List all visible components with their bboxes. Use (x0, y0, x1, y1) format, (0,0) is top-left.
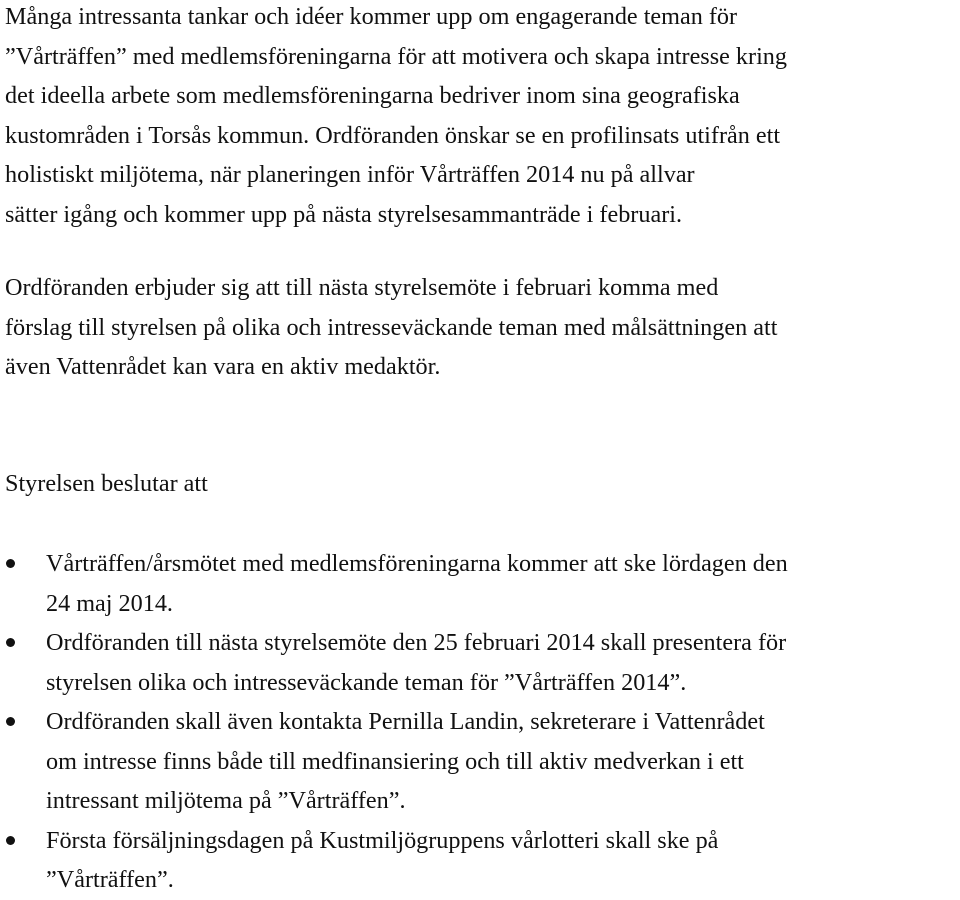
decision-list (0, 544, 788, 900)
paragraph-line: sätter igång och kommer upp på nästa styrelsesammanträde i februari. (5, 200, 683, 228)
list-item-line: Ordföranden skall även kontakta Pernilla Landin, sekreterare i Vattenrådet (46, 708, 765, 735)
paragraph-line: ”Vårträffen” med medlemsföreningarna för att motivera och skapa intresse kring (5, 42, 787, 70)
paragraph-intro (5, 0, 787, 234)
paragraph-line: det ideella arbete som medlemsföreningarna bedriver inom sina geografiska (5, 82, 740, 109)
list-item-line: Ordföranden till nästa styrelsemöte den 25 februari 2014 skall presentera för (46, 629, 787, 656)
decision-heading: Styrelsen beslutar att (5, 470, 208, 497)
paragraph-line: Ordföranden erbjuder sig att till nästa styrelsemöte i februari komma med (5, 274, 719, 301)
bullet-icon (6, 638, 15, 647)
list-item (0, 544, 788, 623)
list-item-line: styrelsen olika och intresseväckande teman för ”Vårträffen 2014”. (46, 668, 687, 696)
list-item-line: om intresse finns både till medfinansiering och till aktiv medverkan i ett (46, 747, 744, 775)
paragraph-line: även Vattenrådet kan vara en aktiv medaktör. (5, 353, 441, 380)
bullet-icon (6, 559, 15, 568)
list-item (0, 623, 788, 702)
list-item (0, 702, 788, 821)
paragraph-line: kustområden i Torsås kommun. Ordföranden önskar se en profilinsats utifrån ett (5, 121, 781, 149)
paragraph-line: förslag till styrelsen på olika och intresseväckande teman med målsättningen att (5, 313, 778, 341)
list-item-line: 24 maj 2014. (46, 589, 173, 617)
list-item-line: intressant miljötema på ”Vårträffen”. (46, 787, 406, 814)
list-item (0, 821, 788, 900)
paragraph-line: Många intressanta tankar och idéer kommer upp om engagerande teman för (5, 3, 738, 30)
list-item-line: ”Vårträffen”. (46, 866, 174, 893)
list-item-line: Vårträffen/årsmötet med medlemsföreningarna kommer att ske lördagen den (46, 550, 788, 577)
bullet-icon (6, 836, 15, 845)
paragraph-line: holistiskt miljötema, när planeringen inför Vårträffen 2014 nu på allvar (5, 161, 695, 188)
paragraph-offer (5, 268, 777, 387)
list-item-line: Första försäljningsdagen på Kustmiljögruppens vårlotteri skall ske på (46, 826, 719, 854)
bullet-icon (6, 717, 15, 726)
